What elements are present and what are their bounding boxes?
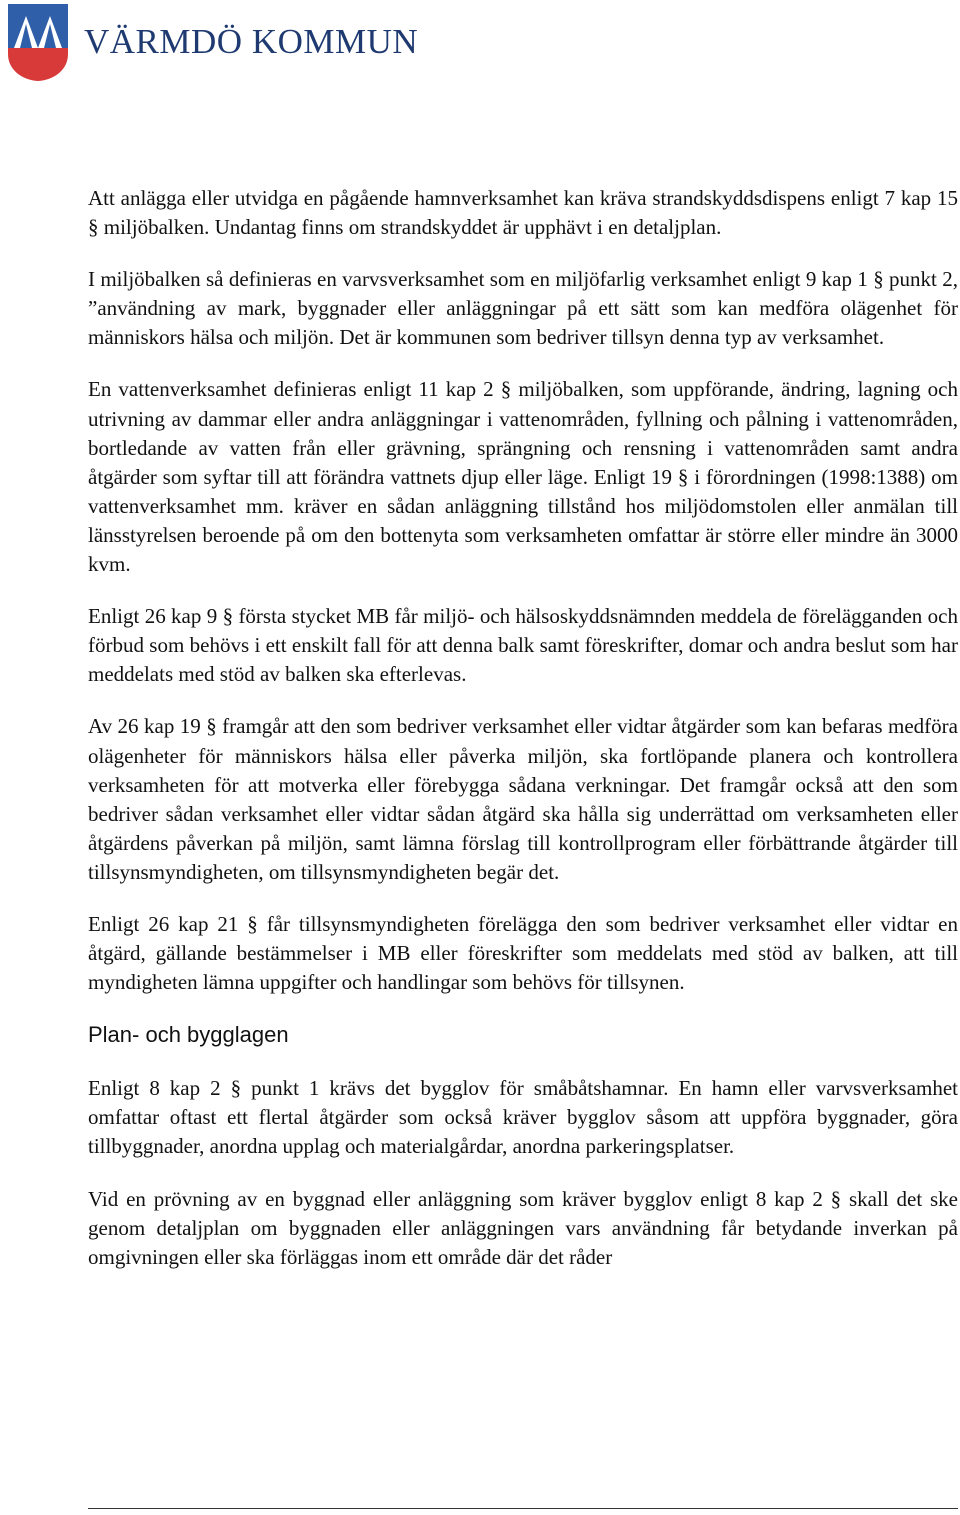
paragraph-26-kap-9: Enligt 26 kap 9 § första stycket MB får miljö- och hälsoskyddsnämnden meddela de förelägganden och förbud som behövs i ett enskilt fall för att denna balk samt föreskrifter, domar och andra beslut som har meddelats med stöd av balken ska efterlevas. (88, 604, 958, 687)
varmdo-coat-of-arms-icon (6, 2, 70, 82)
paragraph-26-kap-21: Enligt 26 kap 21 § får tillsynsmyndigheten förelägga den som bedriver verksamhet eller vidtar en åtgärd, gällande bestämmelser i MB eller föreskrifter som meddelats med stöd av balken, att till myndigheten lämna uppgifter och handlingar som behövs för tillsynen. (88, 911, 958, 995)
paragraph-vattenverksamhet: En vattenverksamhet definieras enligt 11 kap 2 § miljöbalken, som uppförande, ändring, lagning och utrivning av dammar eller andra anläggningar i vattenområden, fyllning och pålning i vattenområden, bortledande av vatten från eller grävning, sprängning och rensning i vattenområden samt andra åtgärder som syftar till att förändra vattnets djup eller läge. Enligt 19 § i förordningen (1998:1388) om vattenverksamhet mm. kräver en sådan anläggning tillstånd hos miljödomstolen eller anmälan till länsstyrelsen beroende på om den bottenyta som verksamheten omfattar är större eller mindre än 3000 kvm. (88, 377, 958, 577)
paragraph-bygglov: Enligt 8 kap 2 § punkt 1 krävs det bygglov för småbåtshamnar. En hamn eller varvsverksamhet omfattar oftast ett flertal åtgärder som också kräver bygglov såsom att uppföra byggnader, göra tillbyggnader, anordna upplag och materialgårdar, anordna parkeringsplatser. (88, 1076, 958, 1159)
paragraph-26-kap-19: Av 26 kap 19 § framgår att den som bedriver verksamhet eller vidtar åtgärder som kan befaras medföra olägenheter för människors hälsa eller påverka miljön, ska fortlöpande planera och kontrollera verksamheten för att motverka eller förebygga sådana verkningar. Det framgår också att den som bedriver sådan verksamhet eller vidtar sådan åtgärd ska hålla sig underrättad om verksamheten eller åtgärdens påverkan på miljön, samt lämna förslag till kontrollprogram eller förbättrande åtgärder till tillsynsmyndigheten, om tillsynsmyndigheten begär det. (88, 714, 958, 884)
section-heading-pbl: Plan- och bygglagen (88, 1022, 289, 1048)
footer-divider (88, 1508, 958, 1509)
org-name: VÄRMDÖ KOMMUN (84, 22, 419, 61)
page-header (6, 2, 418, 84)
paragraph-provning: Vid en prövning av en byggnad eller anläggning som kräver bygglov enligt 8 kap 2 § skall det ske genom detaljplan om byggnaden eller anläggningen vars användning får betydande inverkan på omgivningen eller ska förläggas inom ett område där det råder (88, 1186, 958, 1269)
document-body (88, 184, 958, 1295)
paragraph-strandskydd: Att anlägga eller utvidga en pågående hamnverksamhet kan kräva strandskyddsdispens enligt 7 kap 15 § miljöbalken. Undantag finns om strandskyddet är upphävt i en detaljplan. (88, 186, 958, 240)
paragraph-varvsverksamhet: I miljöbalken så definieras en varvsverksamhet som en miljöfarlig verksamhet enligt 9 kap 1 § punkt 2, ”användning av mark, byggnader eller anläggningar på ett sätt som kan medföra olägenhet för människors hälsa och miljön. Det är kommunen som bedriver tillsyn denna typ av verksamhet. (88, 267, 958, 350)
